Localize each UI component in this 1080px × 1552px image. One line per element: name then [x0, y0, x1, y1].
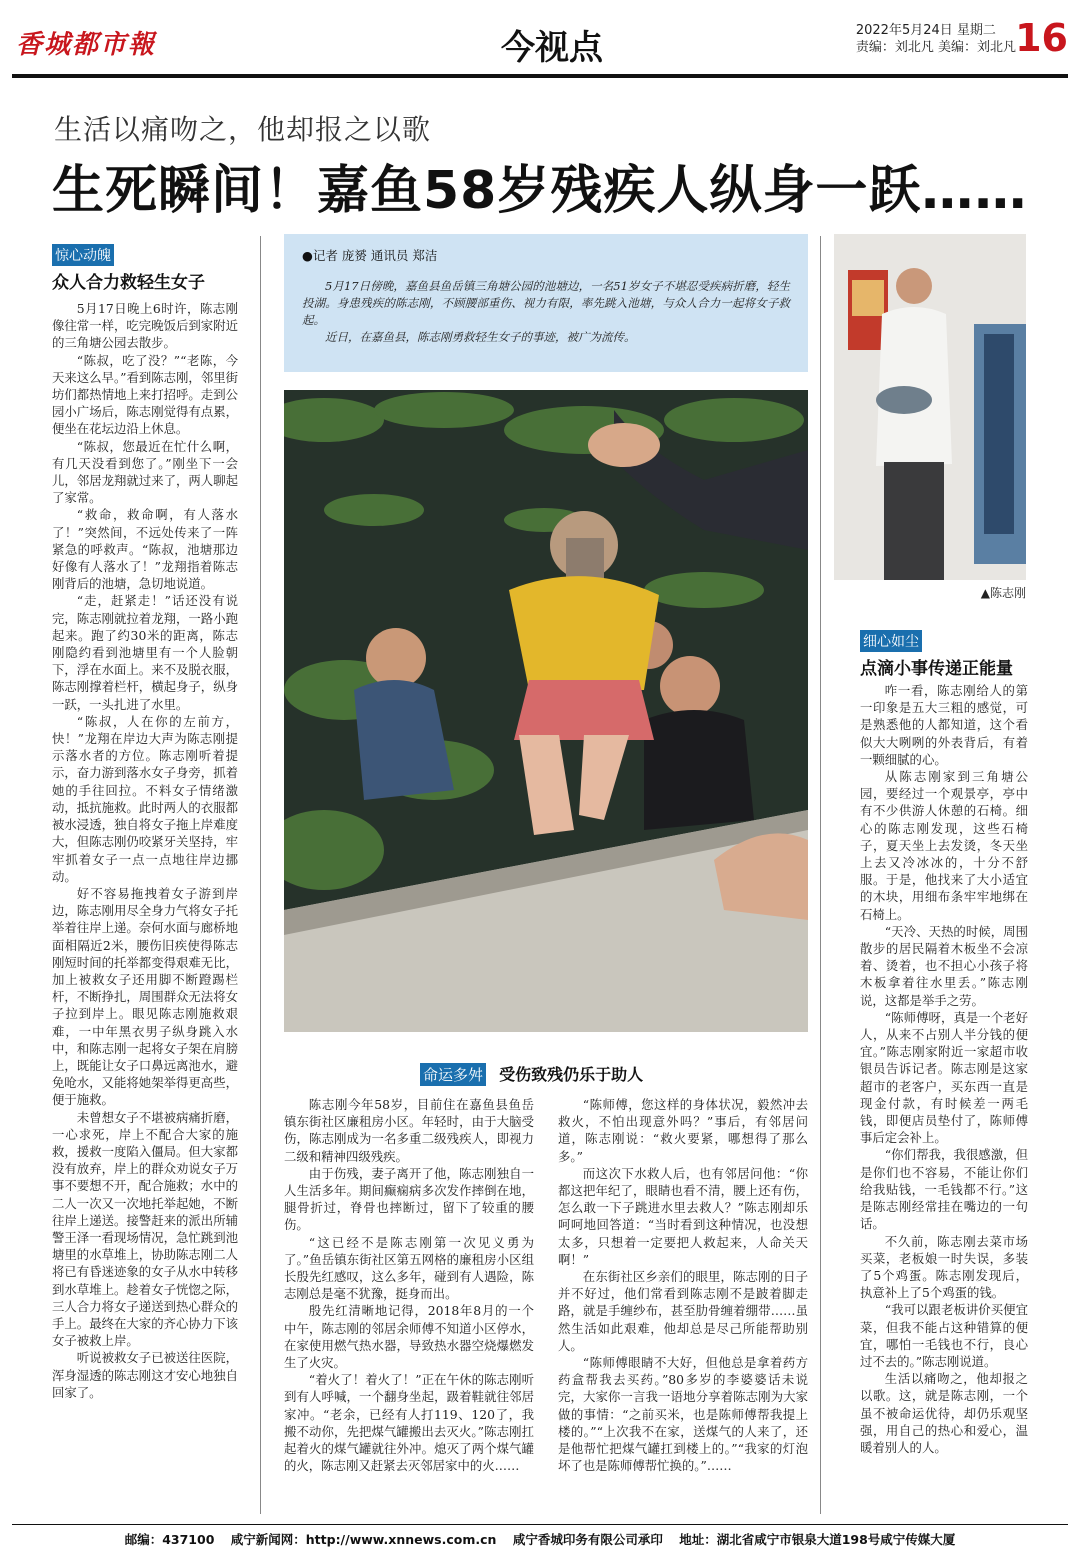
paragraph: “走，赶紧走！”话还没有说完，陈志刚就拉着龙翔，一路小跑起来。跑了约30米的距离，陈志刚隐约看到池塘里有一个人脸朝下，浮在水面上。来不及脱衣服，陈志刚撑着栏杆，横起身子，纵身一跃，一头扎进了水里。 [52, 593, 238, 712]
section2-body-col2 [558, 1096, 808, 1514]
footer-printer: 咸宁香城印务有限公司承印 [512, 1532, 663, 1547]
section3-body [860, 682, 1028, 1512]
paragraph: “陈叔，吃了没？”“老陈，今天来这么早。”看到陈志刚，邻里街坊们都热情地上来打招呼。走到公园小广场后，陈志刚觉得有点累，便坐在花坛边沿上休息。 [52, 352, 238, 437]
paragraph: “这已经不是陈志刚第一次见义勇为了。”鱼岳镇东街社区第五网格的廉租房小区组长殷先红感叹，这么多年，碰到有人遇险，陈志刚总是毫不犹豫，挺身而出。 [284, 1234, 534, 1302]
footer-website: 咸宁新闻网：http://www.xnnews.com.cn [230, 1532, 497, 1547]
portrait-caption: ▲陈志刚 [980, 586, 1026, 600]
paragraph: 近日，在嘉鱼县，陈志刚勇救轻生女子的事迹，被广为流传。 [325, 330, 636, 344]
page-number: 16 [1015, 16, 1068, 60]
paragraph: 而这次下水救人后，也有邻居问他：“你都这把年纪了，眼睛也看不清，腰上还有伤，怎么敢一下子跳进水里去救人？”陈志刚却乐呵呵地回答道：“当时看到这种情况，也没想太多，只想着一定要把人救起来，人命关天啊！” [558, 1165, 808, 1267]
paragraph: 未曾想女子不堪被病痛折磨，一心求死，岸上不配合大家的施救，援救一度陷入僵局。但大家都没有放弃，岸上的群众劝说女子万事不要想不开，配合施救；水中的二人一次又一次地托举起她，不断往岸上递送。接警赶来的派出所辅警王泽一看现场情况，急忙跳到池塘里的水草堆上，协助陈志刚二人将已有昏迷迹象的女子从水中转移到水草堆上。趁着女子恍惚之际，三人合力将女子递送到热心群众的手上。最终在大家的齐心协力下该女子被救上岸。 [52, 1109, 238, 1349]
section1-title: 众人合力救轻生女子 [52, 273, 205, 293]
paragraph: 由于伤残，妻子离开了他，陈志刚独自一人生活多年。期间癫痫病多次发作摔倒在地，腿骨折过，脊骨也摔断过，留下了较重的腰伤。 [284, 1165, 534, 1233]
paragraph: “天冷、天热的时候，周围散步的居民隔着木板坐不会凉着、烫着，也不担心小孩子将木板拿着往水里丢。”陈志刚说，这都是举手之劳。 [860, 923, 1028, 1008]
section1-heading [52, 244, 252, 293]
rescue-photo-image [284, 390, 808, 1032]
section1-body [52, 300, 238, 1510]
date-editor-block [856, 22, 1016, 56]
byline: ●记者 庞赟 通讯员 郑洁 [302, 248, 438, 263]
paragraph: “陈叔，人在你的左前方，快！”龙翔在岸边大声为陈志刚提示落水者的方位。陈志刚听着提示，奋力游到落水女子身旁，抓着她的手往回拉。不料女子情绪激动，抵抗施救。此时两人的衣服都被水浸透，独自将女子拖上岸难度大，但陈志刚仍咬紧牙关坚持，牢牢抓着女子一点一点地往岸边挪动。 [52, 713, 238, 884]
portrait-photo-image [834, 234, 1026, 580]
masthead-rule [12, 74, 1068, 78]
masthead [12, 14, 1068, 78]
paragraph: 在东街社区乡亲们的眼里，陈志刚的日子并不好过，他们常看到陈志刚不是跛着脚走路，就是手缠纱布，甚至肋骨缠着绷带……虽然生活如此艰难，他却总是尽己所能帮助别人。 [558, 1269, 808, 1353]
section3-tag: 细心如尘 [860, 630, 922, 652]
headline-title: 生死瞬间！嘉鱼58岁残疾人纵身一跃…… [52, 161, 1028, 221]
footer [12, 1530, 1068, 1548]
column-divider [260, 236, 261, 1514]
paragraph: 听说被救女子已被送往医院，浑身湿透的陈志刚这才安心地独自回家了。 [52, 1350, 238, 1400]
paragraph: “陈师傅呀，真是一个老好人，从来不占别人半分钱的便宜。”陈志刚家附近一家超市收银员告诉记者。陈志刚是这家超市的老客户，买东西一直是现金付款，有时候差一两毛钱，即便店员垫付了，陈师傅事后定会补上。 [860, 1009, 1028, 1146]
paragraph: 从陈志刚家到三角塘公园，要经过一个观景亭，亭中有不少供游人休憩的石椅。细心的陈志刚发现，这些石椅子，夏天坐上去发烫，冬天坐上去又冷冰冰的，十分不舒服。于是，他找来了大小适宜的木块，用细布条牢牢地绑在石椅上。 [860, 769, 1028, 922]
issue-date: 2022年5月24日 星期二 [855, 23, 996, 38]
headline-kicker: 生活以痛吻之，他却报之以歌 [54, 113, 432, 146]
paragraph: 咋一看，陈志刚给人的第一印象是五大三粗的感觉，可是熟悉他的人都知道，这个看似大大咧咧的外表背后，有着一颗细腻的心。 [860, 683, 1028, 767]
footer-postcode: 邮编：437100 [124, 1532, 215, 1547]
paragraph: “着火了！着火了！”正在午休的陈志刚听到有人呼喊，一个翻身坐起，趿着鞋就往邻居家冲。“老余，已经有人打119、120了，我搬不动你，先把煤气罐搬出去灭火。”陈志刚扛起着火的煤气罐就往外冲。熄灭了两个煤气罐的火，陈志刚又赶紧去灭邻居家中的火…… [284, 1372, 534, 1474]
paragraph: “你们帮我，我很感激，但是你们也不容易，不能让你们给我贴钱，一毛钱都不行。”这是陈志刚经常挂在嘴边的一句话。 [860, 1147, 1028, 1232]
paragraph: 殷先红清晰地记得，2018年8月的一个中午，陈志刚的邻居余师傅不知道小区停水，在家使用燃气热水器，导致热水器空烧爆燃发生了火灾。 [284, 1303, 534, 1371]
section2-body-col1 [284, 1096, 534, 1514]
paragraph: “陈师傅，您这样的身体状况，毅然冲去救火，不怕出现意外吗？”事后，有邻居问道，陈志刚说：“救火要紧，哪想得了那么多。” [558, 1097, 808, 1164]
footer-rule [12, 1524, 1068, 1525]
paragraph: “陈叔，您最近在忙什么啊，有几天没看到您了。”刚坐下一会儿，邻居龙翔就过来了，两人聊起了家常。 [52, 438, 238, 506]
footer-address: 地址：湖北省咸宁市银泉大道198号咸宁传媒大厦 [679, 1532, 956, 1547]
section1-tag: 惊心动魄 [52, 244, 114, 266]
paragraph: 5月17日傍晚，嘉鱼县鱼岳镇三角塘公园的池塘边，一名51岁女子不堪忍受疾病折磨，轻生投湖。身患残疾的陈志刚，不顾腰部重伤、视力有限，率先跳入池塘，与众人合力一起将女子救起。 [302, 279, 790, 327]
section2-heading [420, 1062, 780, 1086]
paper-name-logo: 香城都市報 [16, 30, 157, 60]
paragraph: 生活以痛吻之，他却报之以歌。这，就是陈志刚，一个虽不被命运优待，却仍乐观坚强，用自己的热心和爱心，温暖着别人的人。 [860, 1371, 1028, 1455]
paragraph: “我可以跟老板讲价买便宜菜，但我不能占这种错算的便宜，哪怕一毛钱也不行，良心过不去的。”陈志刚说道。 [860, 1302, 1028, 1369]
paragraph: 陈志刚今年58岁，目前住在嘉鱼县鱼岳镇东街社区廉租房小区。年轻时，由于大脑受伤，陈志刚成为一名多重二级残疾人，即视力二级和精神四级残疾。 [284, 1097, 534, 1164]
paragraph: 5月17日晚上6时许，陈志刚像往常一样，吃完晚饭后到家附近的三角塘公园去散步。 [52, 301, 238, 351]
section2-tag: 命运多舛 [420, 1063, 486, 1086]
paragraph: “救命，救命啊，有人落水了！”突然间，不远处传来了一阵紧急的呼救声。“陈叔，池塘那边好像有人落水了！”龙翔指着陈志刚背后的池塘，急切地说道。 [52, 507, 238, 592]
lede-box [284, 234, 808, 372]
editor-credits: 责编：刘北凡 美编：刘北凡 [855, 40, 1016, 55]
section-title: 今视点 [501, 28, 603, 68]
portrait-photo [834, 234, 1026, 580]
section3-heading [860, 630, 1040, 679]
section3-title: 点滴小事传递正能量 [860, 659, 1013, 679]
column-divider [820, 236, 821, 1514]
paragraph: 好不容易拖拽着女子游到岸边，陈志刚用尽全身力气将女子托举着往岸上递。奈何水面与廊桥地面相隔近2米，腰伤旧疾使得陈志刚短时间的托举都变得艰难无比，加上被救女子还用脚不断蹬踢栏杆，不断挣扎，周围群众无法将女子拉到岸上。眼见陈志刚施救艰难，一中年黑衣男子纵身跳入水中，和陈志刚一起将女子架在肩膀上，既能让女子口鼻远离池水，避免呛水，又能将她架举得更高些，便于施救。 [52, 885, 238, 1108]
section2-title: 受伤致残仍乐于助人 [499, 1065, 644, 1084]
paragraph: “陈师傅眼睛不大好，但他总是拿着药方药盒帮我去买药。”80多岁的李婆婆话未说完，大家你一言我一语地分享着陈志刚为大家做的事情：“之前买米，也是陈师傅帮我提上楼的。”“上次我不在家，送煤气的人来了，还是他帮忙把煤气罐扛到楼上的。”“我家的灯泡坏了也是陈师傅帮忙换的。”…… [558, 1355, 808, 1474]
rescue-photo [284, 390, 808, 1032]
paragraph: 不久前，陈志刚去菜市场买菜，老板娘一时失误，多装了5个鸡蛋。陈志刚发现后，执意补上了5个鸡蛋的钱。 [860, 1233, 1028, 1301]
lede-text [302, 278, 790, 346]
